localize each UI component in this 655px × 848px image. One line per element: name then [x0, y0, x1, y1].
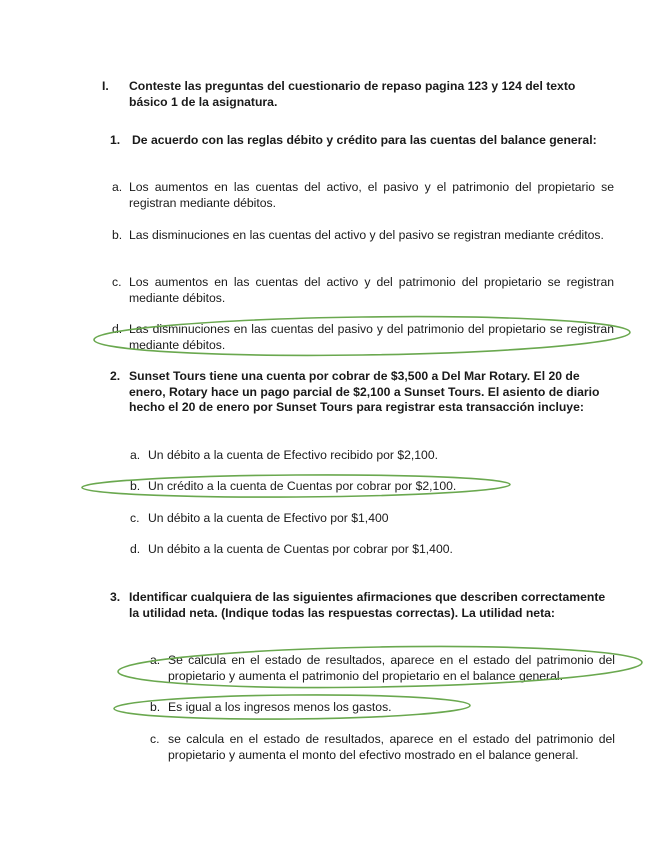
question-3-number: 3.	[110, 590, 121, 604]
q3-option-a-text: Se calcula en el estado de resultados, aparece en el estado del patrimonio del propietario y aumenta el patrimonio del propietario en el balance general.	[168, 653, 615, 683]
q1-option-a-letter: a.	[112, 180, 123, 194]
q3-option-c-letter: c.	[150, 732, 160, 746]
question-1-number: 1.	[110, 133, 121, 147]
q2-option-c-letter: c.	[130, 511, 140, 525]
q3-option-b-letter: b.	[150, 700, 161, 714]
q1-option-a-text: Los aumentos en las cuentas del activo, el pasivo y el patrimonio del propietario se registran mediante débitos.	[129, 180, 614, 210]
q1-option-b-text: Las disminuciones en las cuentas del activo y del pasivo se registran mediante créditos.	[129, 228, 604, 242]
q2-option-d-letter: d.	[130, 542, 141, 556]
question-2-text: Sunset Tours tiene una cuenta por cobrar de $3,500 a Del Mar Rotary. El 20 de enero, Rotary hace un pago parcial de $2,100 a Sunset Tours. El asiento de diario hecho el 20 de enero por Sunset Tours para registrar esta transacción incluye:	[129, 369, 600, 415]
question-2-number: 2.	[110, 369, 121, 383]
q1-option-c-letter: c.	[112, 275, 122, 289]
q2-option-a-text: Un débito a la cuenta de Efectivo recibido por $2,100.	[148, 448, 438, 462]
q3-option-a-letter: a.	[150, 653, 161, 667]
q3-option-c-text: se calcula en el estado de resultados, aparece en el estado del patrimonio del propietario y aumenta el monto del efectivo mostrado en el balance general.	[168, 732, 615, 762]
q1-option-b-letter: b.	[112, 228, 123, 242]
q2-option-c-text: Un débito a la cuenta de Efectivo por $1,400	[148, 511, 389, 525]
q1-option-c-text: Los aumentos en las cuentas del activo y del patrimonio del propietario se registran mediante débitos.	[129, 275, 614, 305]
question-1-text: De acuerdo con las reglas débito y crédito para las cuentas del balance general:	[132, 133, 597, 147]
q2-option-d-text: Un débito a la cuenta de Cuentas por cobrar por $1,400.	[148, 542, 453, 556]
q3-option-b-text: Es igual a los ingresos menos los gastos.	[168, 700, 392, 714]
section-heading-text: Conteste las preguntas del cuestionario de repaso pagina 123 y 124 del texto básico 1 de la asignatura.	[129, 79, 576, 109]
q2-option-b-text: Un crédito a la cuenta de Cuentas por cobrar por $2,100.	[148, 479, 457, 493]
question-3-text: Identificar cualquiera de las siguientes afirmaciones que describen correctamente la utilidad neta. (Indique todas las respuestas correctas). La utilidad neta:	[129, 590, 606, 620]
section-numeral: I.	[102, 79, 109, 93]
q1-option-d-text: Las disminuciones en las cuentas del pasivo y del patrimonio del propietario se registran mediante débitos.	[129, 322, 614, 352]
q2-option-b-letter: b.	[130, 479, 141, 493]
q2-option-a-letter: a.	[130, 448, 141, 462]
q1-option-d-letter: d.	[112, 322, 123, 336]
